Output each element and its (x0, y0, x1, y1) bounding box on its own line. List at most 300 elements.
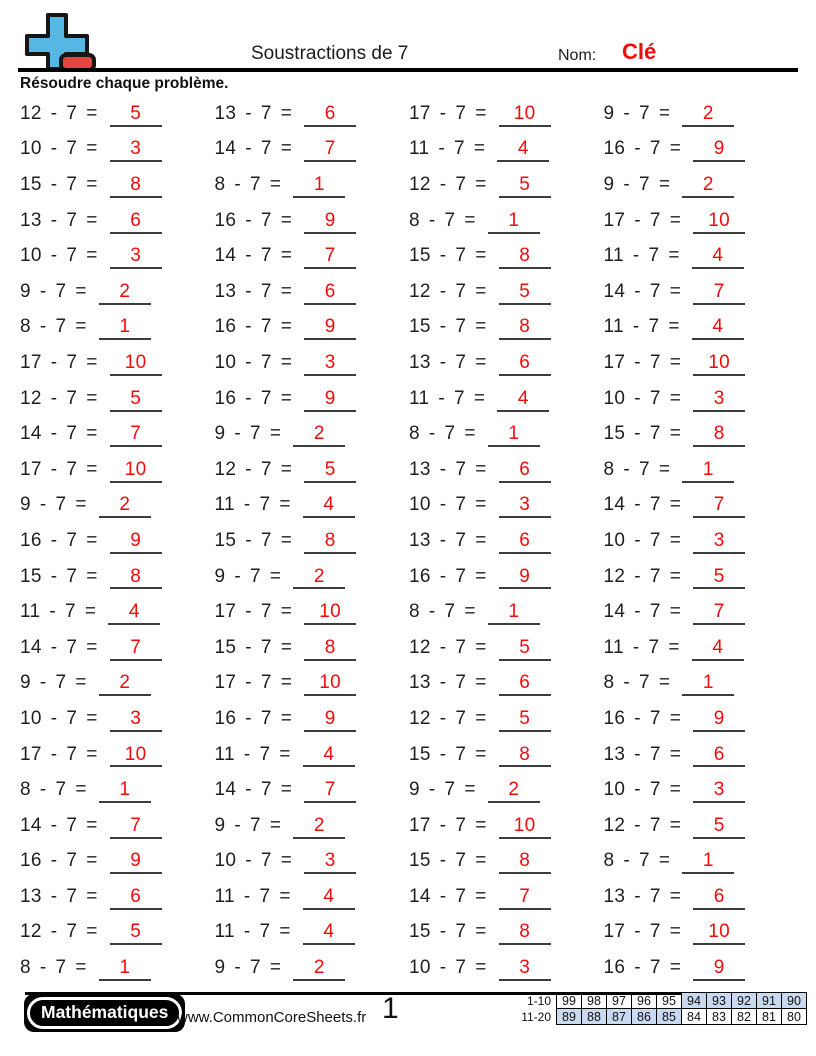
answer-blank: 6 (499, 673, 551, 696)
answer-blank: 4 (692, 638, 744, 661)
problem (20, 815, 215, 839)
minus-sign: - (234, 174, 242, 196)
minuend: 9 (20, 672, 31, 694)
subtrahend: 7 (66, 351, 78, 373)
minus-sign: - (50, 743, 58, 765)
subtrahend: 7 (259, 494, 271, 516)
answer-blank: 9 (110, 531, 162, 554)
subtrahend: 7 (260, 850, 272, 872)
problem (604, 921, 799, 945)
subtrahend: 7 (66, 565, 78, 587)
problem (215, 779, 410, 803)
answer-blank: 6 (110, 887, 162, 910)
problems-grid (20, 97, 798, 987)
minus-sign: - (623, 850, 631, 872)
minuend: 17 (20, 351, 42, 373)
subtrahend: 7 (649, 921, 661, 943)
subtrahend: 7 (444, 423, 456, 445)
problem (409, 637, 604, 661)
minuend: 15 (409, 850, 431, 872)
minuend: 16 (409, 565, 431, 587)
equals-sign: = (86, 565, 98, 587)
equals-sign: = (669, 138, 682, 160)
problem (604, 566, 799, 590)
score-cell: 93 (707, 993, 732, 1009)
subtrahend: 7 (55, 316, 67, 338)
minuend: 16 (603, 957, 626, 979)
answer-blank: 2 (99, 495, 151, 518)
brand-badge-label: Mathématiques (27, 997, 182, 1029)
minus-sign: - (245, 316, 252, 338)
score-row (521, 1009, 806, 1025)
minus-sign: - (50, 351, 58, 373)
score-cell: 88 (582, 1009, 607, 1025)
problem (409, 850, 604, 874)
answer-blank: 10 (110, 353, 162, 376)
minuend: 12 (214, 458, 237, 480)
equals-sign: = (669, 280, 682, 302)
problem (215, 281, 410, 305)
subtrahend: 7 (639, 458, 650, 480)
minus-sign: - (50, 245, 58, 267)
problem (20, 779, 215, 803)
subtrahend: 7 (250, 423, 261, 445)
subtrahend: 7 (649, 209, 661, 231)
minus-sign: - (234, 423, 242, 445)
subtrahend: 7 (649, 351, 661, 373)
equals-sign: = (464, 423, 476, 445)
minus-sign: - (50, 458, 58, 480)
problem (409, 921, 604, 945)
problem (604, 708, 799, 732)
equals-sign: = (669, 814, 682, 836)
answer-blank: 4 (303, 922, 355, 945)
problem (604, 672, 799, 696)
answer-blank: 4 (108, 602, 160, 625)
equals-sign: = (473, 138, 486, 160)
problem (604, 779, 799, 803)
minus-sign: - (245, 672, 252, 694)
problem (409, 601, 604, 625)
minus-sign: - (50, 138, 58, 160)
minuend: 14 (603, 601, 626, 623)
answer-blank: 3 (499, 958, 551, 981)
equals-sign: = (86, 102, 98, 124)
answer-blank: 3 (693, 780, 745, 803)
equals-sign: = (475, 957, 487, 979)
minuend: 12 (409, 174, 431, 196)
answer-blank: 1 (488, 211, 540, 234)
answer-blank: 1 (488, 602, 540, 625)
equals-sign: = (669, 529, 682, 551)
minuend: 17 (603, 351, 626, 373)
minuend: 10 (20, 245, 42, 267)
answer-blank: 8 (304, 531, 356, 554)
minus-sign: - (39, 316, 47, 338)
subtrahend: 7 (639, 672, 650, 694)
subtrahend: 7 (649, 138, 661, 160)
minus-sign: - (439, 351, 447, 373)
answer-blank: 5 (499, 175, 551, 198)
minuend: 16 (214, 209, 237, 231)
minus-sign: - (623, 102, 631, 124)
score-range-label: 1-10 (526, 993, 551, 1008)
answer-blank: 8 (499, 317, 551, 340)
subtrahend: 7 (66, 387, 78, 409)
equals-sign: = (86, 423, 98, 445)
name-value: Clé (622, 39, 657, 64)
minus-sign: - (50, 850, 58, 872)
subtrahend: 7 (260, 316, 272, 338)
equals-sign: = (75, 672, 87, 694)
equals-sign: = (280, 707, 293, 729)
minus-sign: - (439, 102, 447, 124)
problem (604, 850, 799, 874)
subtrahend: 7 (648, 316, 660, 338)
subtrahend: 7 (250, 174, 261, 196)
problem (409, 779, 604, 803)
subtrahend: 7 (66, 209, 78, 231)
problem (604, 316, 799, 340)
minus-sign: - (50, 921, 58, 943)
problem (409, 494, 604, 518)
score-cell: 87 (607, 1009, 632, 1025)
minus-sign: - (634, 423, 641, 445)
problem (20, 672, 215, 696)
score-cell: 98 (582, 993, 607, 1009)
answer-blank: 8 (499, 246, 551, 269)
answer-blank: 1 (682, 673, 734, 696)
problem (20, 316, 215, 340)
equals-sign: = (86, 387, 98, 409)
minus-sign: - (439, 885, 447, 907)
subtrahend: 7 (455, 672, 467, 694)
minus-sign: - (245, 209, 252, 231)
problem (409, 174, 604, 198)
minuend: 13 (409, 351, 431, 373)
minus-sign: - (634, 957, 641, 979)
subtrahend: 7 (55, 672, 67, 694)
minuend: 10 (603, 387, 626, 409)
minus-sign: - (439, 565, 447, 587)
minus-sign: - (245, 138, 252, 160)
minus-sign: - (245, 245, 252, 267)
problem (20, 459, 215, 483)
problem (215, 601, 410, 625)
problem (604, 281, 799, 305)
equals-sign: = (280, 387, 293, 409)
score-cell: 96 (632, 993, 657, 1009)
minus-sign: - (438, 387, 445, 409)
score-cell: 91 (757, 993, 782, 1009)
problem (215, 708, 410, 732)
answer-blank: 8 (110, 175, 162, 198)
equals-sign: = (280, 316, 293, 338)
equals-sign: = (475, 707, 487, 729)
minus-sign: - (245, 387, 252, 409)
minuend: 14 (409, 885, 431, 907)
problem (215, 210, 410, 234)
answer-blank: 5 (693, 816, 745, 839)
equals-sign: = (86, 458, 98, 480)
answer-blank: 8 (499, 922, 551, 945)
subtrahend: 7 (455, 743, 467, 765)
problem (20, 423, 215, 447)
subtrahend: 7 (648, 636, 660, 658)
equals-sign: = (280, 458, 293, 480)
subtrahend: 7 (649, 280, 661, 302)
answer-blank: 10 (499, 816, 551, 839)
score-cell: 94 (682, 993, 707, 1009)
subtrahend: 7 (649, 565, 661, 587)
subtrahend: 7 (455, 245, 467, 267)
equals-sign: = (475, 885, 487, 907)
answer-blank: 9 (693, 958, 745, 981)
equals-sign: = (280, 209, 293, 231)
minus-sign: - (245, 779, 252, 801)
subtrahend: 7 (455, 351, 467, 373)
equals-sign: = (475, 921, 487, 943)
minuend: 13 (20, 885, 42, 907)
subtrahend: 7 (260, 601, 272, 623)
minus-sign: - (39, 779, 47, 801)
answer-blank: 2 (99, 673, 151, 696)
problem (20, 530, 215, 554)
equals-sign: = (668, 636, 680, 658)
minuend: 15 (20, 565, 42, 587)
equals-sign: = (75, 494, 87, 516)
subtrahend: 7 (649, 779, 661, 801)
score-cell: 85 (657, 1009, 682, 1025)
equals-sign: = (86, 743, 98, 765)
problem (215, 637, 410, 661)
answer-blank: 9 (693, 139, 745, 162)
problem (604, 174, 799, 198)
equals-sign: = (269, 565, 282, 587)
problem (409, 103, 604, 127)
answer-blank: 8 (499, 851, 551, 874)
minus-sign: - (234, 957, 242, 979)
problem (20, 708, 215, 732)
problem (604, 210, 799, 234)
minuend: 11 (409, 138, 430, 160)
answer-blank: 9 (110, 851, 162, 874)
minuend: 14 (603, 280, 626, 302)
minus-sign: - (634, 601, 641, 623)
subtrahend: 7 (260, 102, 272, 124)
answer-blank: 5 (304, 460, 356, 483)
score-cell: 97 (607, 993, 632, 1009)
problem (20, 744, 215, 768)
subtrahend: 7 (639, 850, 650, 872)
minuend: 15 (409, 743, 431, 765)
answer-blank: 6 (693, 745, 745, 768)
minuend: 12 (603, 565, 626, 587)
minus-sign: - (439, 245, 447, 267)
equals-sign: = (669, 921, 682, 943)
minuend: 17 (20, 458, 42, 480)
subtrahend: 7 (259, 743, 271, 765)
answer-blank: 1 (682, 851, 734, 874)
minuend: 10 (409, 957, 431, 979)
minuend: 14 (20, 636, 42, 658)
answer-blank: 5 (499, 638, 551, 661)
equals-sign: = (280, 850, 293, 872)
problem (215, 423, 410, 447)
minuend: 9 (214, 423, 226, 445)
problem (409, 281, 604, 305)
problem (20, 174, 215, 198)
equals-sign: = (269, 957, 282, 979)
minuend: 16 (20, 529, 42, 551)
answer-blank: 8 (693, 424, 745, 447)
minuend: 13 (20, 209, 42, 231)
answer-blank: 3 (110, 139, 162, 162)
worksheet-title: Soustractions de 7 (251, 43, 409, 64)
equals-sign: = (464, 779, 476, 801)
subtrahend: 7 (55, 494, 67, 516)
minuend: 9 (603, 102, 615, 124)
subtrahend: 7 (455, 494, 467, 516)
minus-sign: - (39, 957, 47, 979)
problem (215, 174, 410, 198)
minus-sign: - (634, 387, 641, 409)
score-cell: 90 (782, 993, 807, 1009)
answer-blank: 1 (293, 175, 345, 198)
minuend: 15 (603, 423, 626, 445)
minus-sign: - (439, 743, 447, 765)
minuend: 8 (603, 458, 615, 480)
answer-blank: 7 (110, 816, 162, 839)
subtrahend: 7 (260, 529, 272, 551)
minuend: 15 (20, 174, 42, 196)
equals-sign: = (280, 280, 293, 302)
equals-sign: = (86, 138, 98, 160)
equals-sign: = (668, 316, 680, 338)
problem (20, 138, 215, 162)
minus-sign: - (428, 601, 436, 623)
equals-sign: = (464, 209, 476, 231)
problem (215, 566, 410, 590)
minuend: 11 (214, 494, 235, 516)
subtrahend: 7 (649, 601, 661, 623)
equals-sign: = (86, 814, 98, 836)
minus-sign: - (245, 636, 252, 658)
problem (409, 744, 604, 768)
minuend: 12 (20, 921, 42, 943)
minuend: 8 (409, 209, 420, 231)
minus-sign: - (623, 458, 631, 480)
minus-sign: - (634, 921, 641, 943)
equals-sign: = (280, 601, 293, 623)
equals-sign: = (475, 174, 487, 196)
minus-sign: - (439, 814, 447, 836)
minuend: 16 (603, 138, 626, 160)
header-divider (18, 68, 798, 72)
equals-sign: = (279, 494, 291, 516)
minus-sign: - (50, 885, 58, 907)
equals-sign: = (473, 387, 486, 409)
subtrahend: 7 (66, 707, 78, 729)
subtrahend: 7 (55, 779, 67, 801)
equals-sign: = (669, 957, 682, 979)
subtrahend: 7 (66, 423, 78, 445)
minuend: 15 (409, 316, 431, 338)
minuend: 13 (409, 529, 431, 551)
problem (604, 388, 799, 412)
minus-sign: - (50, 529, 58, 551)
answer-blank: 5 (110, 389, 162, 412)
problem (604, 494, 799, 518)
minuend: 10 (20, 138, 42, 160)
score-row (521, 993, 806, 1009)
equals-sign: = (658, 850, 671, 872)
equals-sign: = (86, 209, 98, 231)
equals-sign: = (75, 316, 87, 338)
subtrahend: 7 (66, 850, 78, 872)
problem (215, 957, 410, 981)
minuend: 8 (409, 423, 420, 445)
answer-blank: 10 (304, 602, 356, 625)
equals-sign: = (279, 743, 291, 765)
minus-sign: - (245, 351, 252, 373)
minus-sign: - (634, 351, 641, 373)
equals-sign: = (475, 814, 487, 836)
subtrahend: 7 (55, 957, 67, 979)
problem (409, 708, 604, 732)
subtrahend: 7 (648, 245, 660, 267)
answer-blank: 7 (693, 282, 745, 305)
answer-blank: 9 (304, 389, 356, 412)
subtrahend: 7 (455, 957, 467, 979)
minus-sign: - (428, 423, 436, 445)
name-label: Nom: (558, 47, 597, 64)
problem (604, 744, 799, 768)
minuend: 15 (409, 245, 431, 267)
subtrahend: 7 (260, 458, 272, 480)
problem (409, 957, 604, 981)
instruction-text: Résoudre chaque problème. (20, 75, 229, 92)
problem (215, 850, 410, 874)
answer-blank: 3 (110, 246, 162, 269)
subtrahend: 7 (455, 921, 467, 943)
subtrahend: 7 (250, 814, 261, 836)
subtrahend: 7 (66, 102, 78, 124)
equals-sign: = (475, 245, 487, 267)
problem (215, 459, 410, 483)
equals-sign: = (475, 351, 487, 373)
problem (604, 957, 799, 981)
equals-sign: = (475, 672, 487, 694)
problem (20, 388, 215, 412)
problem (20, 850, 215, 874)
minuend: 17 (409, 102, 431, 124)
minus-sign: - (245, 458, 252, 480)
answer-blank: 3 (499, 495, 551, 518)
problem (409, 886, 604, 910)
answer-blank: 8 (110, 567, 162, 590)
answer-blank: 4 (497, 389, 549, 412)
minuend: 10 (603, 779, 626, 801)
minus-sign: - (634, 565, 641, 587)
problem (20, 957, 215, 981)
answer-blank: 10 (110, 460, 162, 483)
answer-blank: 9 (304, 211, 356, 234)
problem (215, 921, 410, 945)
equals-sign: = (86, 850, 98, 872)
minuend: 15 (214, 636, 237, 658)
minuend: 17 (20, 743, 42, 765)
